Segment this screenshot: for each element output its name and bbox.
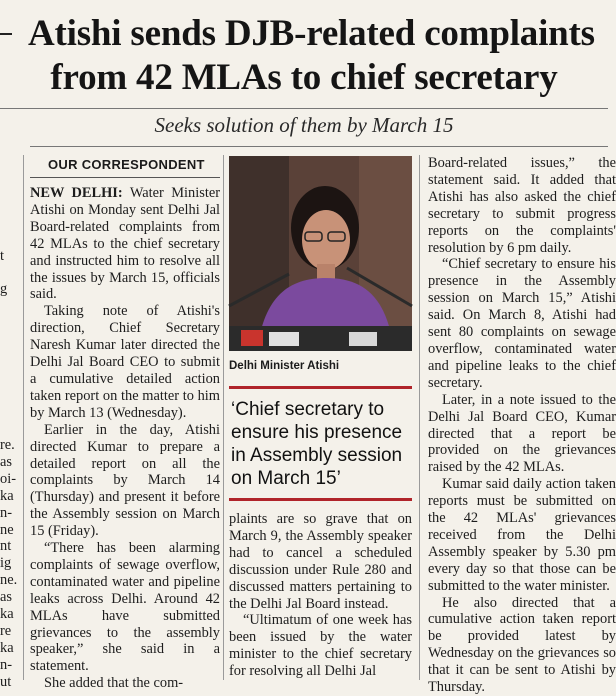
pull-quote-bottom-bar xyxy=(229,498,412,501)
col4-para-1: Board-related issues,” the statement said. It added that Atishi has also asked the chief secretary to submit progress reports on the complaints' resolution by 6 pm daily. xyxy=(428,155,616,256)
photo-illustration xyxy=(229,156,412,351)
col4-para-5: He also directed that a cumulative action taken report be provided latest by Wednesday on the grievances so that it can be sent to Atishi by Thursday. xyxy=(428,594,616,696)
pull-quote-top-bar xyxy=(229,386,412,389)
article-column-4 xyxy=(428,155,616,696)
fragment-line: n- xyxy=(0,504,12,521)
fragment-line: ne. xyxy=(0,572,18,589)
edge-dash xyxy=(0,33,12,35)
byline: OUR CORRESPONDENT xyxy=(48,157,205,172)
subhead-rule xyxy=(0,108,608,109)
fragment-line: nt xyxy=(0,538,12,555)
fragment-line: ka xyxy=(0,487,14,504)
column-divider-left xyxy=(23,155,24,680)
fragment-line: ig xyxy=(0,555,12,572)
article-column-4-clip xyxy=(428,155,616,696)
fragment-line: ka xyxy=(0,606,14,623)
fragment-line: n- xyxy=(0,656,12,673)
fragment-line: oi- xyxy=(0,470,16,487)
fragment-line: ne xyxy=(0,521,14,538)
byline-rule xyxy=(30,177,220,178)
col4-para-2: “Chief secretary to ensure his presence in the Assembly session on March 15,” Atishi said. On March 8, Atishi had sent 80 complaints on sewage overflow, contaminated water and pipeline leaks to the chief secretary. xyxy=(428,256,616,391)
col3-para-1: plaints are so grave that on March 9, the Assembly speaker had to cancel a scheduled discussion under Rule 280 and discussed matters pertaining to the Delhi Jal Board instead. xyxy=(229,511,412,612)
headline-line-2: from 42 MLAs to chief secretary xyxy=(50,57,558,98)
left-fragment-list xyxy=(0,437,22,691)
fragment-line: as xyxy=(0,453,12,470)
body-top-rule xyxy=(30,146,608,147)
fragment-line: t xyxy=(0,248,4,264)
fragment-line: g xyxy=(0,280,8,297)
fragment-line: ka xyxy=(0,639,14,656)
photo-caption: Delhi Minister Atishi xyxy=(229,360,340,372)
subheadline: Seeks solution of them by March 15 xyxy=(154,113,454,137)
article-column-3 xyxy=(229,511,412,680)
col4-para-4: Kumar said daily action taken reports must be submitted on the 42 MLAs' grievances received from the Delhi Assembly speaker by 5.30 pm every day so that those can be submitted to the water minister. xyxy=(428,476,616,594)
pull-quote: ‘Chief secretary to ensure his presence in Assembly session on March 15’ xyxy=(231,399,403,489)
fragment-line: re xyxy=(0,622,12,639)
col4-para-3: Later, in a note issued to the Delhi Jal Board CEO, Kumar directed that a report be provided on the grievances raised by the 42 MLAs. xyxy=(428,391,616,476)
left-column-fragment xyxy=(0,437,22,690)
col2-para-3: Earlier in the day, Atishi directed Kumar to prepare a detailed report on all the complaints by March 14 (Thursday) and present it before the Assembly session on March 15 (Friday). xyxy=(30,421,220,540)
column-divider-3 xyxy=(419,155,420,680)
fragment-line: as xyxy=(0,589,12,606)
photo-atishi xyxy=(229,156,412,351)
col2-para-1: Water Minister Atishi on Monday sent Delhi Jal Board-related complaints from 42 MLAs to the chief secretary and instructed him to resolve all the issues by March 15, officials said. xyxy=(30,185,220,303)
fragment-line: re. xyxy=(0,437,15,453)
article-column-2 xyxy=(30,185,220,692)
col3-para-2: “Ultimatum of one week has been issued by the water minister to the chief secretary for resolving all Delhi Jal xyxy=(229,612,412,680)
col2-para-5: She added that the com- xyxy=(44,675,184,692)
headline-line-1: Atishi sends DJB-related complaints xyxy=(28,13,595,54)
left-column-fragment-top xyxy=(0,176,22,297)
dateline: NEW DELHI: xyxy=(30,185,123,201)
fragment-line: ut xyxy=(0,673,12,690)
column-divider-2 xyxy=(223,155,224,680)
col2-para-2: Taking note of Atishi's direction, Chief Secretary Naresh Kumar later directed the Delhi Jal Board CEO to submit a cumulative detailed action taken report on the matter to him by March 13 (Wednesday). xyxy=(30,303,220,421)
col2-para-4: “There has been alarming complaints of sewage overflow, contaminated water and pipeline leaks across Delhi. Around 42 MLAs have submitted grievances to the assembly speaker,” she said in a statement. xyxy=(30,540,220,675)
